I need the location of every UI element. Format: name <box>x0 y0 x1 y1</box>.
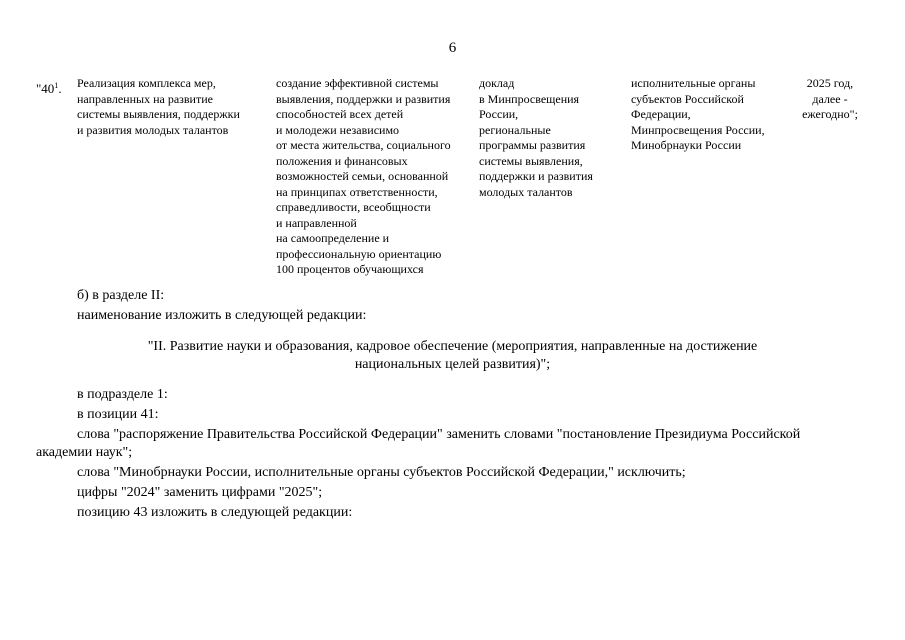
deadline-line: 2025 год, <box>806 76 854 90</box>
section-heading-line: "II. Развитие науки и образования, кадровое обеспечение (мероприятия, направленные на достижение <box>147 339 758 354</box>
expected-result-line: и молодежи независимо <box>276 122 400 137</box>
page-number: 6 <box>448 40 457 56</box>
executor-line: Федерации, <box>631 107 691 121</box>
paragraph: слова "Минобрнауки России, исполнительные органы субъектов Российской Федерации," исключить; <box>77 465 686 480</box>
measure-title-line: и развития молодых талантов <box>77 122 229 137</box>
measure-title-line: системы выявления, поддержки <box>77 107 240 121</box>
deadline-line: далее - <box>812 91 848 106</box>
document-type-line: молодых талантов <box>479 184 573 199</box>
deadline-cell <box>790 76 870 123</box>
document-type-line: в Минпросвещения <box>479 91 580 106</box>
expected-result-line: справедливости, всеобщности <box>276 200 431 214</box>
measure-title-line: направленных на развитие <box>77 91 213 106</box>
position-number-suffix: . <box>58 81 62 96</box>
position-number <box>36 78 62 97</box>
expected-result-line: от места жительства, социального <box>276 138 451 152</box>
expected-result-line: способностей всех детей <box>276 107 404 121</box>
document-type-line: программы развития <box>479 138 586 152</box>
expected-result-line: профессиональную ориентацию <box>276 246 442 261</box>
executor-line: исполнительные органы <box>631 76 756 90</box>
executors-cell <box>631 76 791 154</box>
document-type-line: доклад <box>479 76 515 90</box>
expected-result-line: 100 процентов обучающихся <box>276 262 424 276</box>
paragraph: академии наук"; <box>36 445 133 460</box>
paragraph: в позиции 41: <box>77 407 159 422</box>
document-type-line: системы выявления, <box>479 153 583 168</box>
paragraph: позицию 43 изложить в следующей редакции: <box>77 505 353 520</box>
expected-result-line: создание эффективной системы <box>276 76 439 90</box>
table-row <box>0 76 905 276</box>
document-type-line: региональные <box>479 122 551 137</box>
paragraph: б) в разделе II: <box>77 288 165 303</box>
section-heading <box>100 338 805 374</box>
executor-line: Минобрнауки России <box>631 138 742 152</box>
measure-title-line: Реализация комплекса мер, <box>77 76 216 90</box>
executor-line: субъектов Российской <box>631 91 744 106</box>
document-type-line: России, <box>479 107 519 121</box>
paragraph: в подразделе 1: <box>77 387 168 402</box>
position-number-text: "40 <box>36 81 55 96</box>
expected-result-line: и направленной <box>276 215 357 230</box>
paragraph: наименование изложить в следующей редакции: <box>77 308 367 323</box>
deadline-line: ежегодно"; <box>802 107 858 121</box>
measure-title-cell <box>77 76 267 138</box>
document-type-line: поддержки и развития <box>479 169 593 183</box>
expected-result-cell <box>276 76 476 278</box>
expected-result-line: на принципах ответственности, <box>276 184 438 199</box>
document-type-cell <box>479 76 614 200</box>
expected-result-line: выявления, поддержки и развития <box>276 91 451 106</box>
paragraph: цифры "2024" заменить цифрами "2025"; <box>77 485 323 500</box>
position-superscript: 1 <box>54 81 59 90</box>
section-heading-line: национальных целей развития)"; <box>354 357 551 372</box>
expected-result-line: на самоопределение и <box>276 231 390 245</box>
expected-result-line: возможностей семьи, основанной <box>276 169 449 183</box>
expected-result-line: положения и финансовых <box>276 153 408 168</box>
paragraph: слова "распоряжение Правительства Российской Федерации" заменить словами "постановление Президиума Российской <box>77 427 801 442</box>
executor-line: Минпросвещения России, <box>631 122 765 137</box>
